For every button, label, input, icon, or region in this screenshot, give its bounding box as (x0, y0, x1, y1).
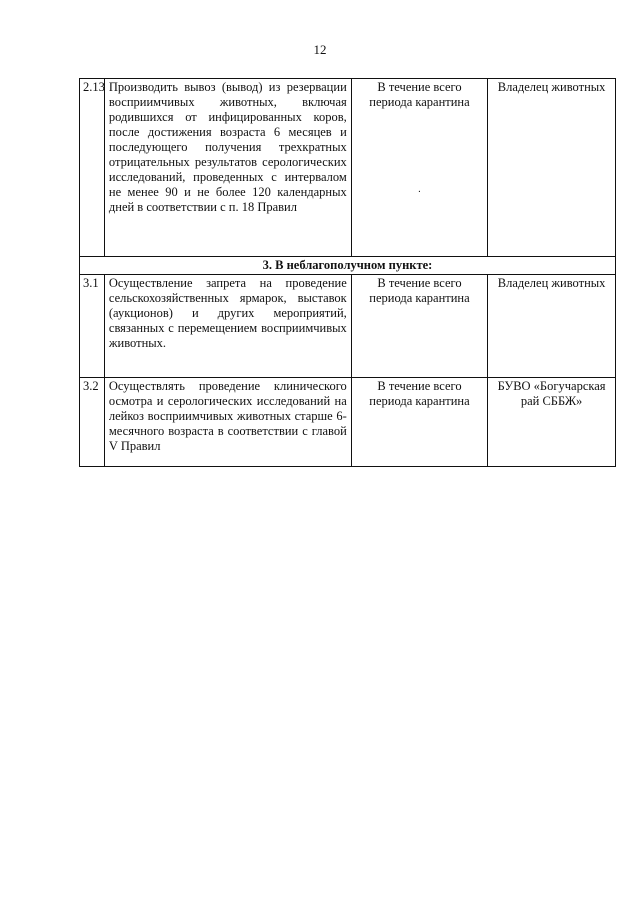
table-row (80, 275, 616, 378)
quarantine-measures-table (79, 78, 616, 467)
row-term: В течение всего периода карантина (351, 378, 487, 467)
row-action: Производить вывоз (вывод) из резервации восприимчивых животных, включая родившихся от инфицированных коров, после достижения возраста 6 месяцев и последующего получения трехкратных отрицательных результатов серологических исследований, проведенных с интервалом не менее 90 и не более 120 календарных дней в соответствии с п. 18 Правил (104, 79, 351, 257)
page-number: 12 (313, 42, 327, 57)
table-row (80, 378, 616, 467)
row-number: 2.13 (80, 79, 105, 257)
row-term: В течение всего периода карантина (351, 275, 487, 378)
stray-dot-mark: · (417, 187, 422, 198)
row-term-text: В течение всего периода карантина (369, 80, 470, 109)
row-action: Осуществлять проведение клинического осмотра и серологических исследований на лейкоз восприимчивых животных старше 6-месячного возраста в соответствии с главой V Правил (104, 378, 351, 467)
section-header-row (80, 257, 616, 275)
row-responsible: Владелец животных (488, 79, 616, 257)
row-number: 3.1 (80, 275, 105, 378)
table-row (80, 79, 616, 257)
row-responsible: Владелец животных (488, 275, 616, 378)
section-title: 3. В неблагополучном пункте: (80, 257, 616, 275)
row-number: 3.2 (80, 378, 105, 467)
row-term (351, 79, 487, 257)
row-action: Осуществление запрета на проведение сельскохозяйственных ярмарок, выставок (аукционов) и других мероприятий, связанных с перемещением восприимчивых животных. (104, 275, 351, 378)
row-responsible: БУВО «Богучарская рай СББЖ» (488, 378, 616, 467)
